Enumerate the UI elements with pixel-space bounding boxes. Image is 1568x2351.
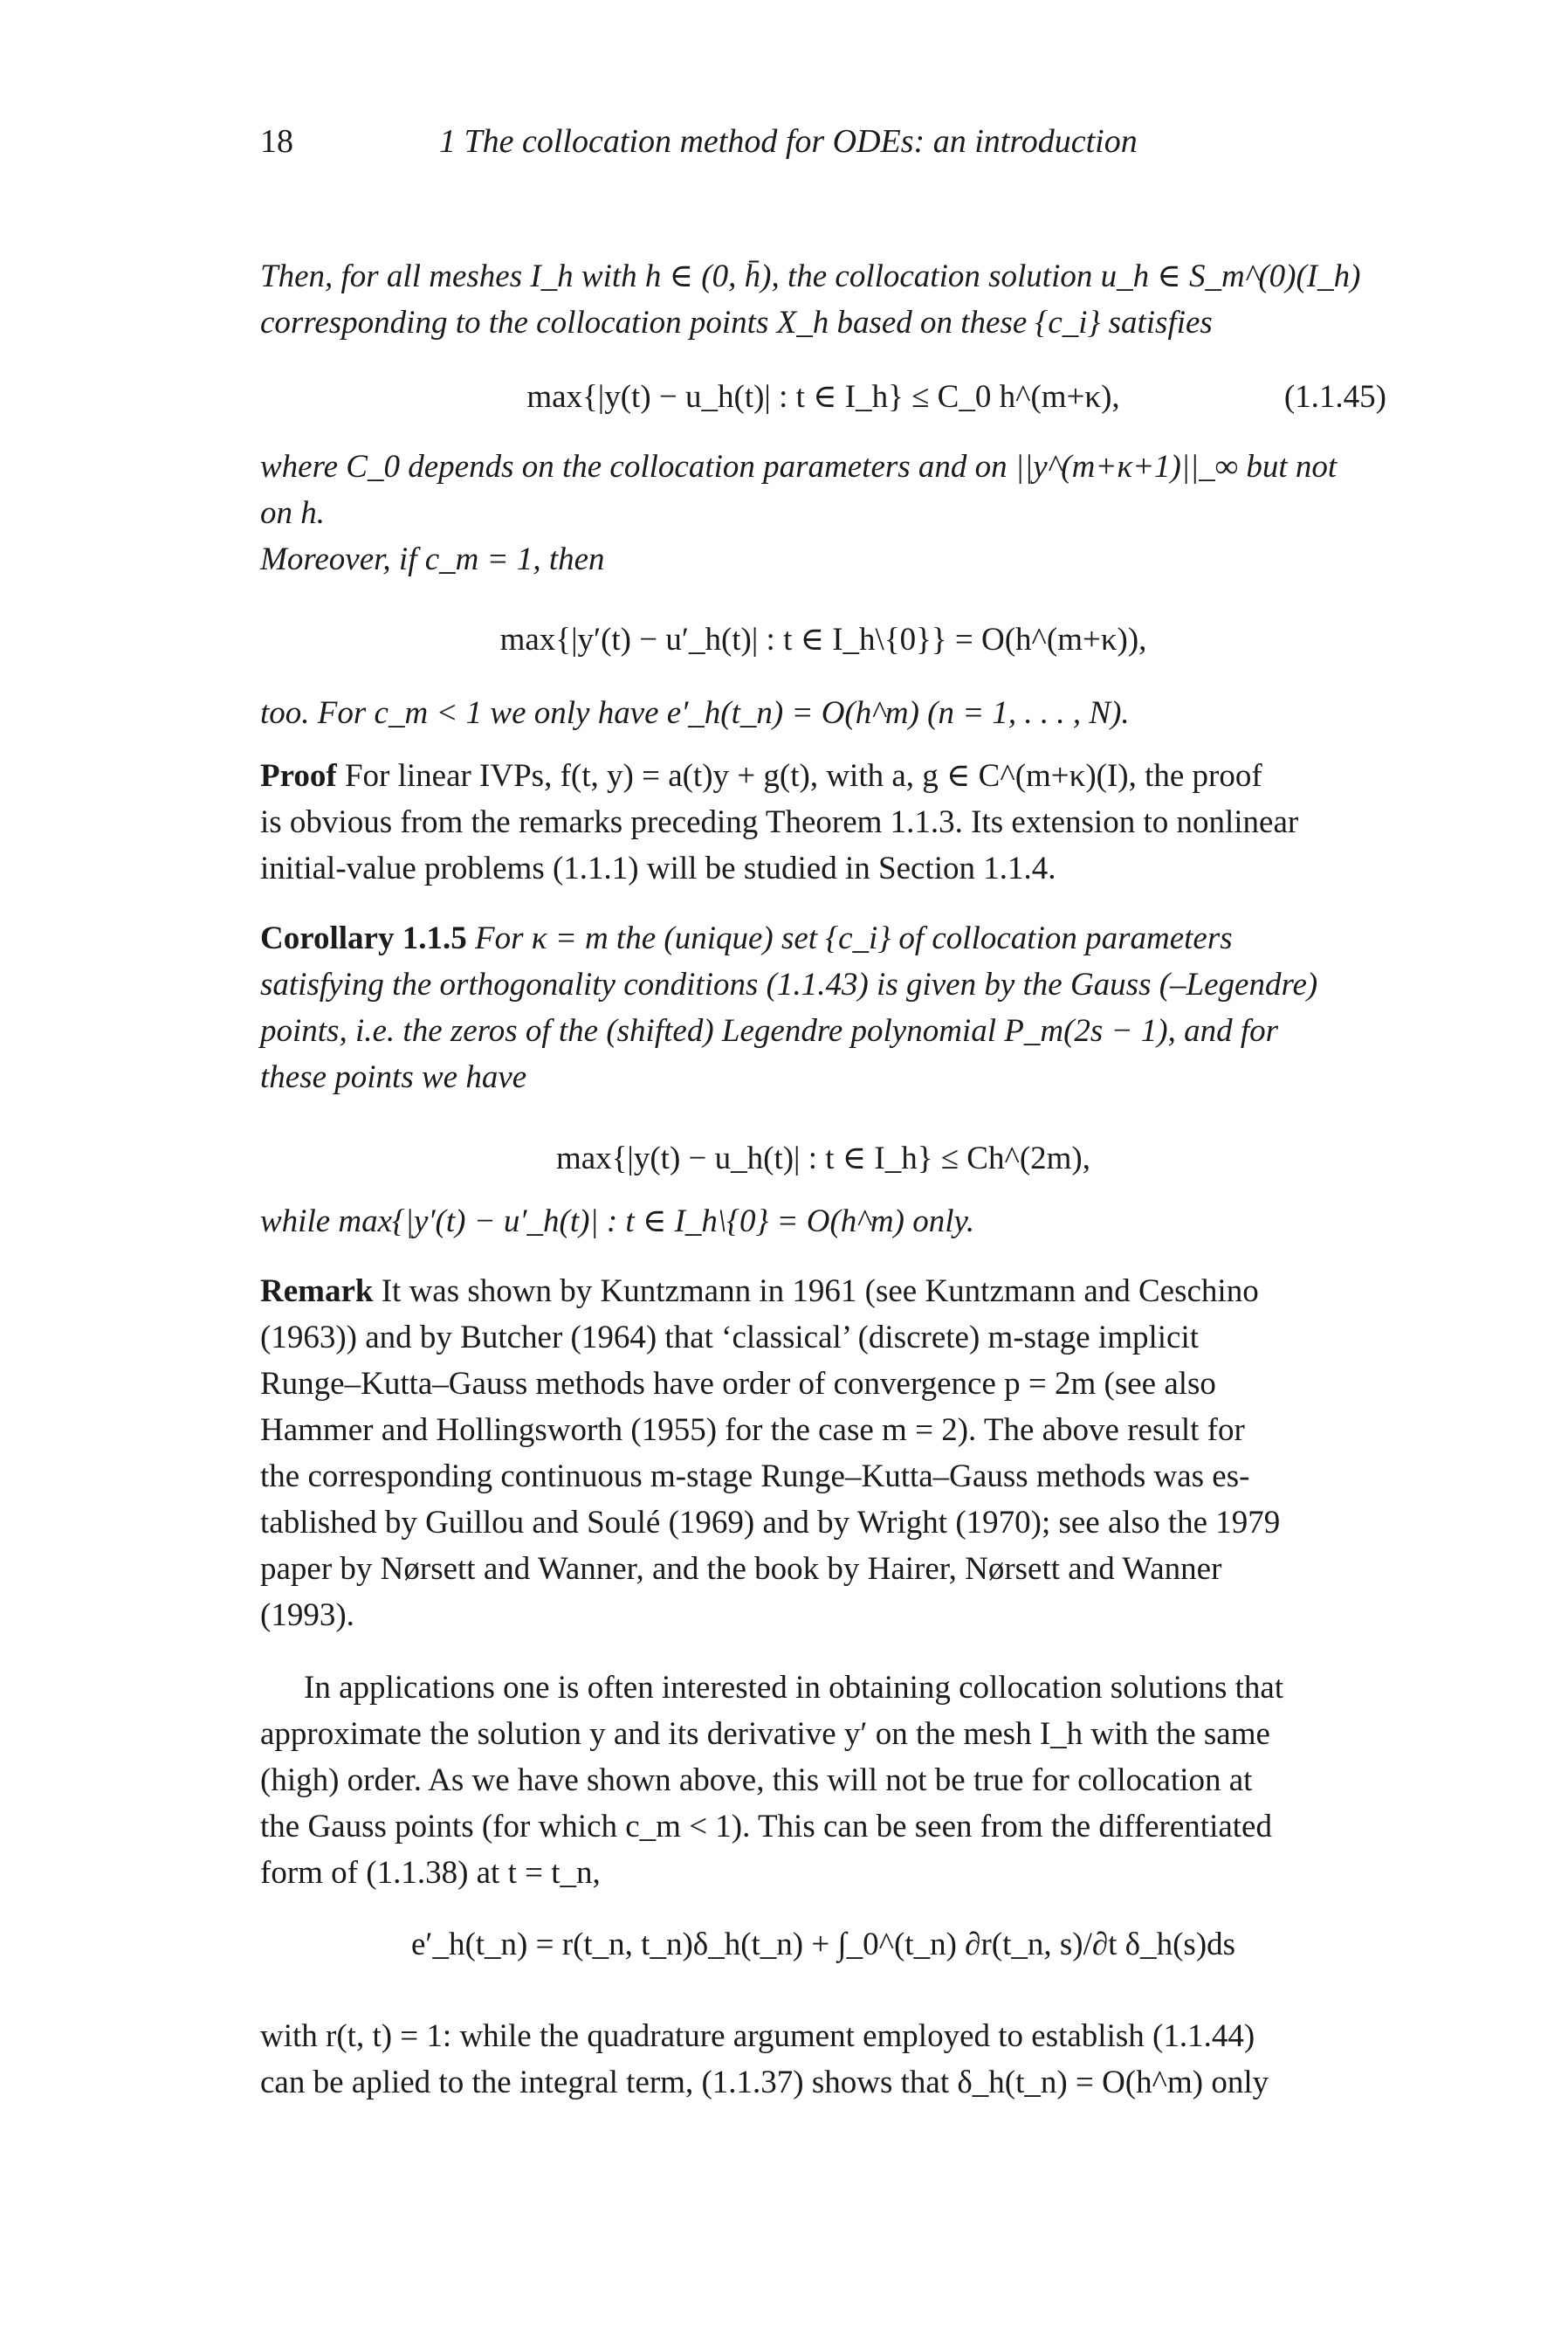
corollary-paragraph [260,915,1386,1100]
remark-line: Hammer and Hollingsworth (1955) for the case m = 2). The above result for [260,1412,1245,1448]
remark-line: (1963)) and by Butcher (1964) that ‘classical’ (discrete) m-stage implicit [260,1320,1200,1355]
running-title: 1 The collocation method for ODEs: an introduction [439,123,1138,160]
equation-number: (1.1.45) [1283,379,1386,415]
equation-differentiated [260,1921,1386,1968]
theorem-continuation [260,253,1386,346]
theorem-line-6: too. For c_m < 1 we only have e′_h(t_n) = O(h^m) (n = 1, . . . , N). [260,695,1130,731]
proof-line-3: initial-value problems (1.1.1) will be studied in Section 1.1.4. [260,851,1056,886]
theorem-text-3 [260,690,1386,736]
body-line: approximate the solution y and its derivative y′ on the mesh I_h with the same [260,1716,1270,1752]
proof-line-2: is obvious from the remarks preceding Theorem 1.1.3. Its extension to nonlinear [260,804,1299,840]
body-line: In applications one is often interested in obtaining collocation solutions that [304,1670,1284,1706]
corollary-line-2: satisfying the orthogonality conditions (1.1.43) is given by the Gauss (–Legendre) [260,967,1318,1003]
remark-line: paper by Nørsett and Wanner, and the book by Hairer, Nørsett and Wanner [260,1551,1222,1587]
body-paragraph-tail [260,2013,1386,2106]
theorem-line-1: Then, for all meshes I_h with h ∈ (0, h̄), the collocation solution u_h ∈ S_m^(0)(I_h) [260,259,1361,294]
proof-line-1: For linear IVPs, f(t, y) = a(t)y + g(t), with a, g ∈ C^(m+κ)(I), the proof [344,758,1262,794]
remark-line: the corresponding continuous m-stage Runge–Kutta–Gauss methods was es- [260,1458,1250,1494]
equation-body: max{|y(t) − u_h(t)| : t ∈ I_h} ≤ Ch^(2m), [555,1141,1091,1176]
equation-body: e′_h(t_n) = r(t_n, t_n)δ_h(t_n) + ∫_0^(t_n) ∂r(t_n, s)/∂t δ_h(s)ds [410,1927,1236,1962]
corollary-text-2 [260,1198,1386,1244]
remark-line: tablished by Guillou and Soulé (1969) and by Wright (1970); see also the 1979 [260,1505,1281,1541]
remark-paragraph [260,1268,1386,1638]
corollary-label: Corollary 1.1.5 [260,920,467,956]
theorem-line-5: Moreover, if c_m = 1, then [260,541,605,577]
body-line: (high) order. As we have shown above, this will not be true for collocation at [260,1762,1253,1798]
theorem-line-4: on h. [260,495,325,531]
proof-label: Proof [260,758,337,794]
theorem-text-2 [260,444,1386,583]
corollary-line-5: while max{|y′(t) − u′_h(t)| : t ∈ I_h\{0} = O(h^m) only. [260,1203,975,1239]
corollary-line-3: points, i.e. the zeros of the (shifted) Legendre polynomial P_m(2s − 1), and for [260,1013,1279,1049]
corollary-line-4: these points we have [260,1059,527,1095]
remark-label: Remark [260,1273,374,1309]
theorem-line-2: corresponding to the collocation points X_h based on these {c_i} satisfies [260,305,1213,341]
corollary-line-1: For κ = m the (unique) set {c_i} of collocation parameters [474,920,1233,956]
equation-gauss [260,1135,1386,1182]
equation-body: max{|y′(t) − u′_h(t)| : t ∈ I_h\{0}} = O(h^(m+κ)), [499,622,1147,658]
remark-line: Runge–Kutta–Gauss methods have order of convergence p = 2m (see also [260,1366,1216,1402]
page-number: 18 [260,123,293,160]
body-line: can be aplied to the integral term, (1.1.37) shows that δ_h(t_n) = O(h^m) only [260,2065,1269,2100]
theorem-line-3: where C_0 depends on the collocation parameters and on ||y^(m+κ+1)||_∞ but not [260,449,1338,485]
equation-body: max{|y(t) − u_h(t)| : t ∈ I_h} ≤ C_0 h^(m+κ), [526,379,1120,415]
body-paragraph [260,1665,1386,1896]
body-line: form of (1.1.38) at t = t_n, [260,1855,601,1891]
equation-1-1-45 [260,374,1386,420]
remark-line: (1993). [260,1597,354,1633]
body-line: with r(t, t) = 1: while the quadrature argument employed to establish (1.1.44) [260,2018,1255,2054]
remark-line: It was shown by Kuntzmann in 1961 (see Kuntzmann and Ceschino [381,1273,1259,1309]
body-line: the Gauss points (for which c_m < 1). This can be seen from the differentiated [260,1809,1272,1844]
proof-paragraph [260,753,1386,892]
equation-derivative [260,617,1386,663]
